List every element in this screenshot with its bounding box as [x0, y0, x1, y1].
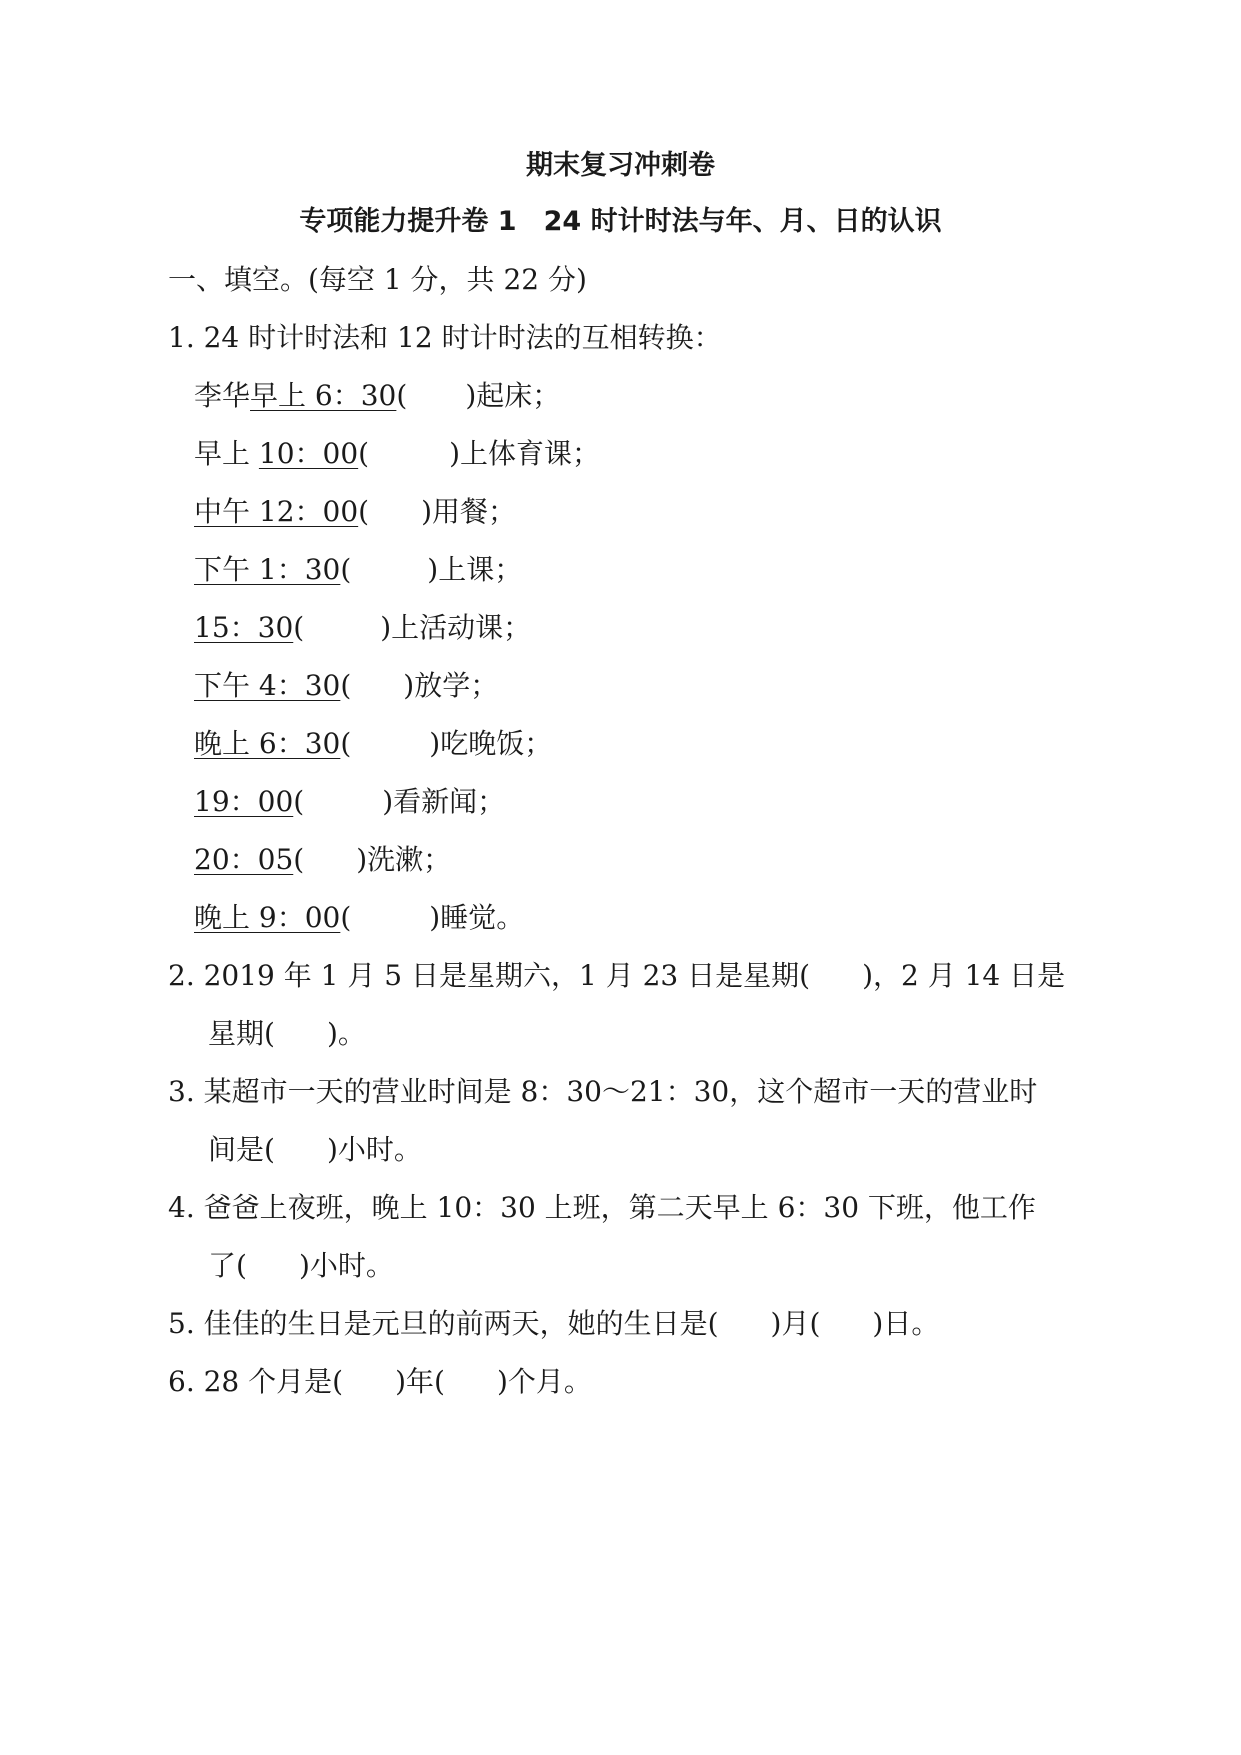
q1-row-open: ( — [293, 785, 305, 818]
page-title: 期末复习冲刺卷 — [526, 150, 715, 181]
q5-text: )月( — [770, 1307, 821, 1340]
q1-row-time: 晚上 6：30 — [194, 727, 341, 760]
q6-text: )年( — [395, 1365, 445, 1398]
q1-row — [194, 608, 531, 648]
question-3-line-2 — [208, 1130, 422, 1170]
q1-row-open: ( — [340, 727, 352, 760]
question-2-line-2 — [208, 1014, 366, 1054]
question-6 — [168, 1362, 592, 1402]
q2-text: )，2 月 14 日是 — [862, 959, 1066, 992]
q1-row-open: ( — [293, 843, 305, 876]
q1-row-activity: 看新闻； — [393, 785, 506, 818]
q1-row-close: ) — [427, 553, 439, 586]
q1-row-close: ) — [429, 727, 441, 760]
q1-row — [194, 666, 498, 706]
q1-row-time: 早上 6：30 — [250, 379, 397, 412]
question-1-stem: 1. 24 时计时法和 12 时计时法的互相转换： — [168, 321, 722, 354]
q1-row — [194, 898, 524, 938]
q1-row-open: ( — [358, 495, 370, 528]
q1-row-time: 15：30 — [194, 611, 294, 644]
section-heading: 一、填空。(每空 1 分，共 22 分) — [168, 263, 587, 296]
q1-row-open: ( — [358, 437, 370, 470]
question-2-line-1 — [168, 956, 1065, 996]
q1-row-time: 19：00 — [194, 785, 294, 818]
q1-row-activity: 上体育课； — [460, 437, 601, 470]
q1-row-time: 下午 1：30 — [194, 553, 341, 586]
q1-row-activity: 起床； — [476, 379, 561, 412]
q1-row-close: ) — [380, 611, 392, 644]
q6-text: )个月。 — [496, 1365, 592, 1398]
q2-text: )。 — [326, 1017, 366, 1050]
q1-row — [194, 550, 522, 590]
q1-row-time: 中午 12：00 — [194, 495, 359, 528]
q1-row-open: ( — [396, 379, 408, 412]
q1-row — [194, 782, 505, 822]
q1-row-close: ) — [465, 379, 477, 412]
q1-row-time: 晚上 9：00 — [194, 901, 341, 934]
q1-row-close: ) — [421, 495, 433, 528]
q5-text: 5. 佳佳的生日是元旦的前两天，她的生日是( — [168, 1307, 719, 1340]
q1-row-close: ) — [356, 843, 368, 876]
q1-row-open: ( — [340, 553, 352, 586]
page-subtitle: 专项能力提升卷 1 24 时计时法与年、月、日的认识 — [299, 206, 942, 237]
q1-row-close: ) — [429, 901, 441, 934]
q1-row-activity: 上课； — [438, 553, 523, 586]
q2-text: 星期( — [208, 1017, 275, 1050]
q1-row-open: ( — [340, 669, 352, 702]
q1-row — [194, 840, 451, 880]
q1-row-activity: 用餐； — [432, 495, 517, 528]
q1-row-activity: 洗漱； — [367, 843, 452, 876]
q1-row-time: 10：00 — [258, 437, 359, 470]
q1-row-prefix: 早上 — [194, 437, 259, 470]
question-4-line-1: 4. 爸爸上夜班，晚上 10：30 上班，第二天早上 6：30 下班，他工作 — [168, 1191, 1036, 1224]
q1-row-close: ) — [382, 785, 394, 818]
q3-text: )小时。 — [326, 1133, 422, 1166]
q1-row — [194, 376, 560, 416]
q1-row — [194, 492, 516, 532]
q1-row-time: 下午 4：30 — [194, 669, 341, 702]
q1-row — [194, 434, 600, 474]
q3-text: 间是( — [208, 1133, 275, 1166]
q1-row-open: ( — [293, 611, 305, 644]
q1-row-open: ( — [340, 901, 352, 934]
q4-text: )小时。 — [298, 1249, 394, 1282]
q1-row-close: ) — [449, 437, 461, 470]
q2-text: 2. 2019 年 1 月 5 日是星期六，1 月 23 日是星期( — [168, 959, 811, 992]
q6-text: 6. 28 个月是( — [168, 1365, 344, 1398]
question-5 — [168, 1304, 939, 1344]
q1-row-activity: 睡觉。 — [440, 901, 525, 934]
q1-row-activity: 吃晚饭； — [440, 727, 553, 760]
q5-text: )日。 — [872, 1307, 940, 1340]
q1-row-time: 20：05 — [194, 843, 294, 876]
q4-text: 了( — [208, 1249, 247, 1282]
q1-row — [194, 724, 552, 764]
q1-row-activity: 放学； — [414, 669, 499, 702]
question-4-line-2 — [208, 1246, 394, 1286]
q1-row-close: ) — [403, 669, 415, 702]
question-3-line-1: 3. 某超市一天的营业时间是 8：30～21：30，这个超市一天的营业时 — [168, 1075, 1038, 1108]
q1-row-prefix: 李华 — [194, 379, 251, 412]
q1-row-activity: 上活动课； — [391, 611, 532, 644]
